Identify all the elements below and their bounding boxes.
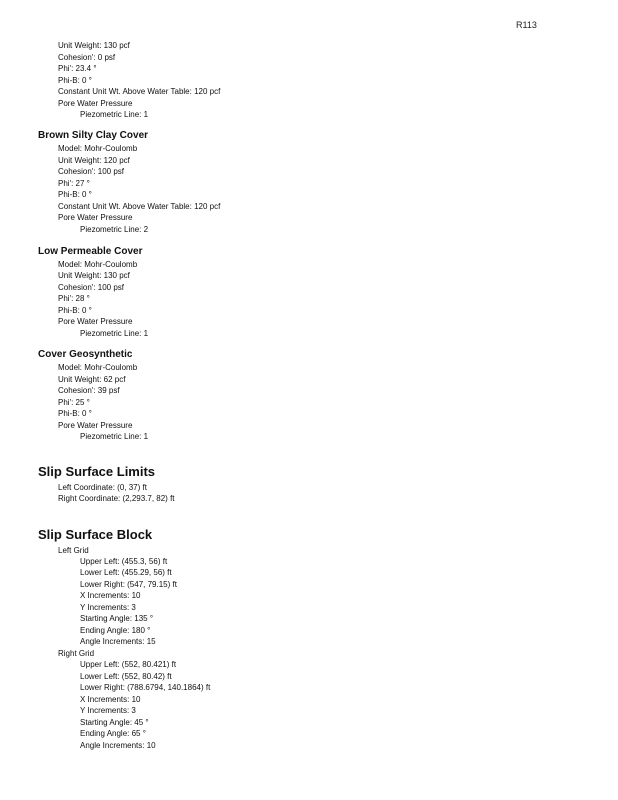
property-line: Model: Mohr-Coulomb <box>58 144 138 153</box>
grid-property: Lower Right: (547, 79.15) ft <box>80 580 177 589</box>
grid-property: X Increments: 10 <box>80 591 141 600</box>
property-line: Model: Mohr-Coulomb <box>58 363 138 372</box>
property-line: Cohesion': 39 psf <box>58 386 120 395</box>
property-line: Pore Water Pressure <box>58 213 133 222</box>
grid-property: Starting Angle: 135 ° <box>80 614 154 623</box>
grid-property: Y Increments: 3 <box>80 603 136 612</box>
property-line: Left Coordinate: (0, 37) ft <box>58 483 147 492</box>
property-line: Phi': 27 ° <box>58 179 90 188</box>
property-line: Phi': 25 ° <box>58 398 90 407</box>
grid-property: Angle Increments: 10 <box>80 741 156 750</box>
property-line: Unit Weight: 130 pcf <box>58 41 130 50</box>
property-line: Pore Water Pressure <box>58 99 133 108</box>
property-line: Phi-B: 0 ° <box>58 190 92 199</box>
property-line: Unit Weight: 62 pcf <box>58 375 126 384</box>
section-heading: Slip Surface Limits <box>38 464 156 479</box>
piezometric-line: Piezometric Line: 1 <box>80 329 149 338</box>
grid-property: Lower Left: (455.29, 56) ft <box>80 568 172 577</box>
property-line: Pore Water Pressure <box>58 317 133 326</box>
grid-label: Left Grid <box>58 546 89 555</box>
property-line: Constant Unit Wt. Above Water Table: 120 pcf <box>58 202 221 211</box>
grid-property: Lower Right: (788.6794, 140.1864) ft <box>80 683 211 692</box>
property-line: Model: Mohr-Coulomb <box>58 260 138 269</box>
property-line: Phi': 28 ° <box>58 294 90 303</box>
property-line: Pore Water Pressure <box>58 421 133 430</box>
property-line: Phi-B: 0 ° <box>58 306 92 315</box>
property-line: Right Coordinate: (2,293.7, 82) ft <box>58 494 175 503</box>
section-heading: Slip Surface Block <box>38 527 153 542</box>
grid-property: Upper Left: (552, 80.421) ft <box>80 660 177 669</box>
property-line: Phi-B: 0 ° <box>58 76 92 85</box>
property-line: Constant Unit Wt. Above Water Table: 120 pcf <box>58 87 221 96</box>
property-line: Unit Weight: 120 pcf <box>58 156 130 165</box>
grid-label: Right Grid <box>58 649 95 658</box>
piezometric-line: Piezometric Line: 1 <box>80 110 149 119</box>
material-heading: Cover Geosynthetic <box>38 349 133 360</box>
property-line: Cohesion': 0 psf <box>58 53 116 62</box>
grid-property: Y Increments: 3 <box>80 706 136 715</box>
property-line: Phi-B: 0 ° <box>58 409 92 418</box>
grid-property: Ending Angle: 65 ° <box>80 729 146 738</box>
grid-property: Ending Angle: 180 ° <box>80 626 151 635</box>
piezometric-line: Piezometric Line: 1 <box>80 432 149 441</box>
page-number: R113 <box>516 20 537 30</box>
material-heading: Low Permeable Cover <box>38 246 143 257</box>
grid-property: Lower Left: (552, 80.42) ft <box>80 672 172 681</box>
grid-property: Upper Left: (455.3, 56) ft <box>80 557 168 566</box>
material-heading: Brown Silty Clay Cover <box>38 130 149 141</box>
property-line: Phi': 23.4 ° <box>58 64 97 73</box>
property-line: Cohesion': 100 psf <box>58 167 125 176</box>
property-line: Unit Weight: 130 pcf <box>58 271 130 280</box>
piezometric-line: Piezometric Line: 2 <box>80 225 149 234</box>
property-line: Cohesion': 100 psf <box>58 283 125 292</box>
grid-property: X Increments: 10 <box>80 695 141 704</box>
grid-property: Starting Angle: 45 ° <box>80 718 149 727</box>
grid-property: Angle Increments: 15 <box>80 637 156 646</box>
